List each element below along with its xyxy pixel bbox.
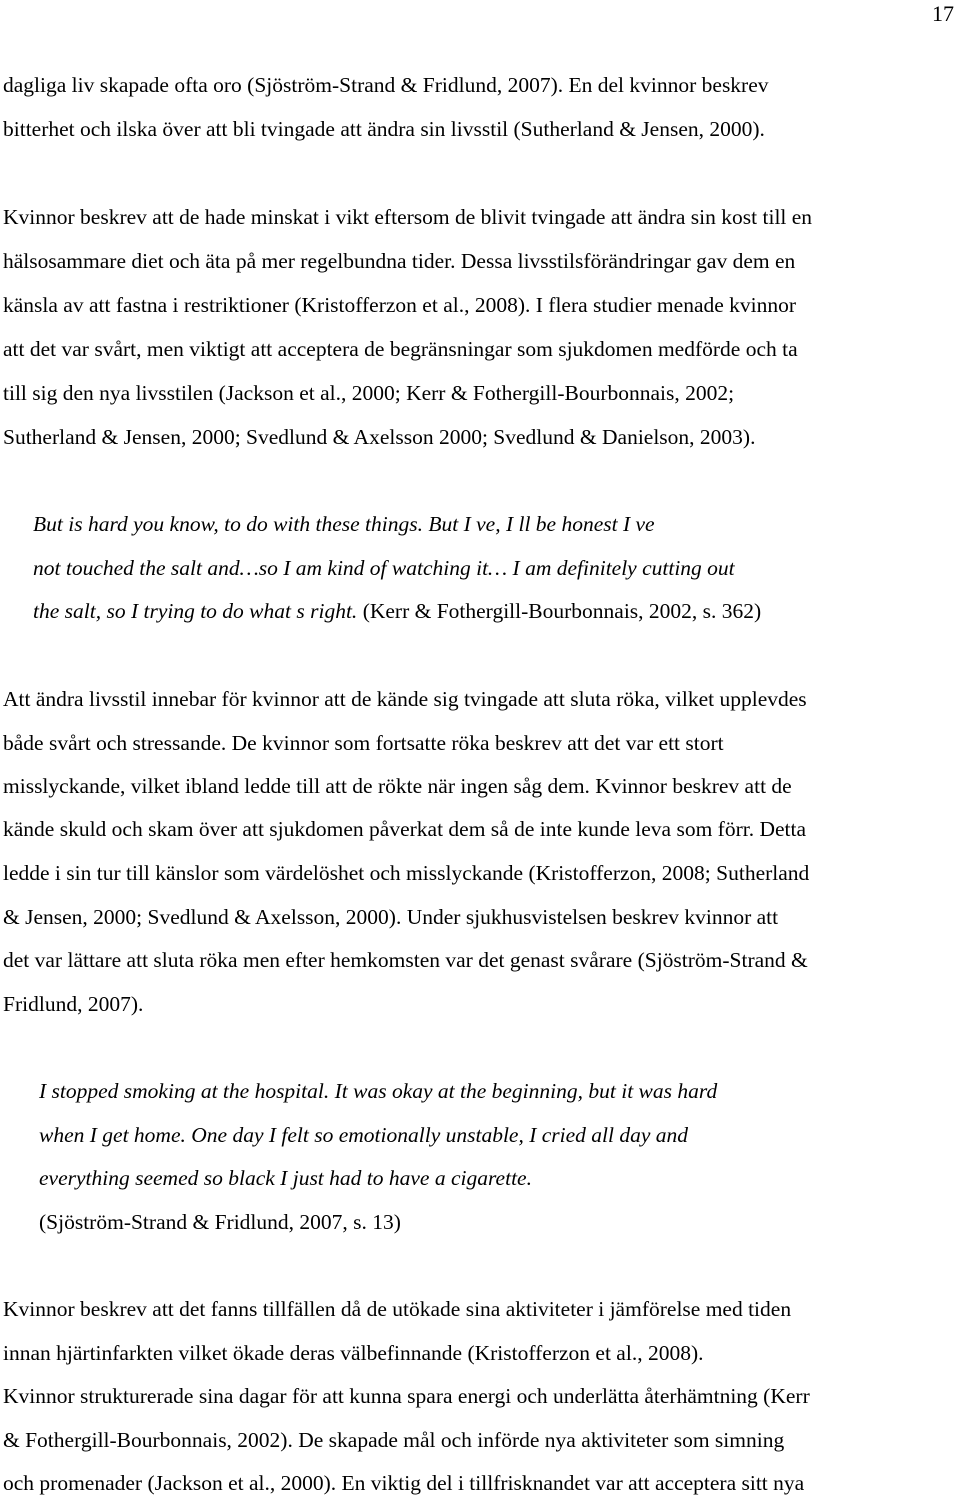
- text-line: Kvinnor beskrev att det fanns tillfällen då de utökade sina aktiviteter i jämförelse med tiden: [3, 1297, 792, 1321]
- text-line: & Jensen, 2000; Svedlund & Axelsson, 2000). Under sjukhusvistelsen beskrev kvinnor att: [3, 905, 779, 929]
- text-line: Sutherland & Jensen, 2000; Svedlund & Axelsson 2000; Svedlund & Danielson, 2003).: [3, 425, 756, 449]
- quote-line: But is hard you know, to do with these things. But I ve, I ll be honest I ve: [33, 512, 655, 536]
- text-line: till sig den nya livsstilen (Jackson et al., 2000; Kerr & Fothergill-Bourbonnais, 2002;: [3, 381, 735, 405]
- text-line: Kvinnor beskrev att de hade minskat i vikt eftersom de blivit tvingade att ändra sin kost till en: [3, 205, 813, 229]
- quote-line: I stopped smoking at the hospital. It was okay at the beginning, but it was hard: [39, 1079, 718, 1103]
- text-line: innan hjärtinfarkten vilket ökade deras välbefinnande (Kristofferzon et al., 2008).: [3, 1341, 704, 1365]
- quote-line: when I get home. One day I felt so emotionally unstable, I cried all day and: [39, 1123, 689, 1147]
- text-line: Fridlund, 2007).: [3, 992, 144, 1016]
- text-line: att det var svårt, men viktigt att acceptera de begränsningar som sjukdomen medförde och ta: [3, 337, 798, 361]
- quote-reference: (Kerr & Fothergill-Bourbonnais, 2002, s. 362): [362, 599, 762, 623]
- quote-text: the salt, so I trying to do what s right.: [33, 599, 358, 623]
- quote-reference: (Sjöström-Strand & Fridlund, 2007, s. 13): [39, 1210, 401, 1234]
- text-line: och promenader (Jackson et al., 2000). En viktig del i tillfrisknandet var att acceptera sitt nya: [3, 1471, 805, 1495]
- page-number: 17: [932, 1, 954, 26]
- text-line: Kvinnor strukturerade sina dagar för att kunna spara energi och underlätta återhämtning (Kerr: [3, 1384, 810, 1408]
- text-line: kände skuld och skam över att sjukdomen påverkat dem så de inte kunde leva som förr. Detta: [3, 817, 807, 841]
- text-line: Att ändra livsstil innebar för kvinnor att de kände sig tvingade att sluta röka, vilket upplevdes: [3, 687, 807, 711]
- text-line: det var lättare att sluta röka men efter hemkomsten var det genast svårare (Sjöström-Strand &: [3, 948, 808, 972]
- quote-line-with-reference: [33, 598, 761, 624]
- text-line: dagliga liv skapade ofta oro (Sjöström-Strand & Fridlund, 2007). En del kvinnor beskrev: [3, 73, 769, 97]
- quote-line: everything seemed so black I just had to have a cigarette.: [39, 1166, 532, 1190]
- text-line: & Fothergill-Bourbonnais, 2002). De skapade mål och införde nya aktiviteter som simning: [3, 1428, 785, 1452]
- text-line: hälsosammare diet och äta på mer regelbundna tider. Dessa livsstilsförändringar gav dem en: [3, 249, 796, 273]
- text-line: ledde i sin tur till känslor som värdelöshet och misslyckande (Kristofferzon, 2008; Sutherland: [3, 861, 810, 885]
- quote-line: not touched the salt and…so I am kind of watching it… I am definitely cutting out: [33, 556, 735, 580]
- text-line: misslyckande, vilket ibland ledde till att de rökte när ingen såg dem. Kvinnor beskrev att de: [3, 774, 792, 798]
- text-line: bitterhet och ilska över att bli tvingade att ändra sin livsstil (Sutherland & Jensen, 2000).: [3, 117, 765, 141]
- text-line: känsla av att fastna i restriktioner (Kristofferzon et al., 2008). I flera studier menade kvinnor: [3, 293, 797, 317]
- text-line: både svårt och stressande. De kvinnor som fortsatte röka beskrev att det var ett stort: [3, 731, 724, 755]
